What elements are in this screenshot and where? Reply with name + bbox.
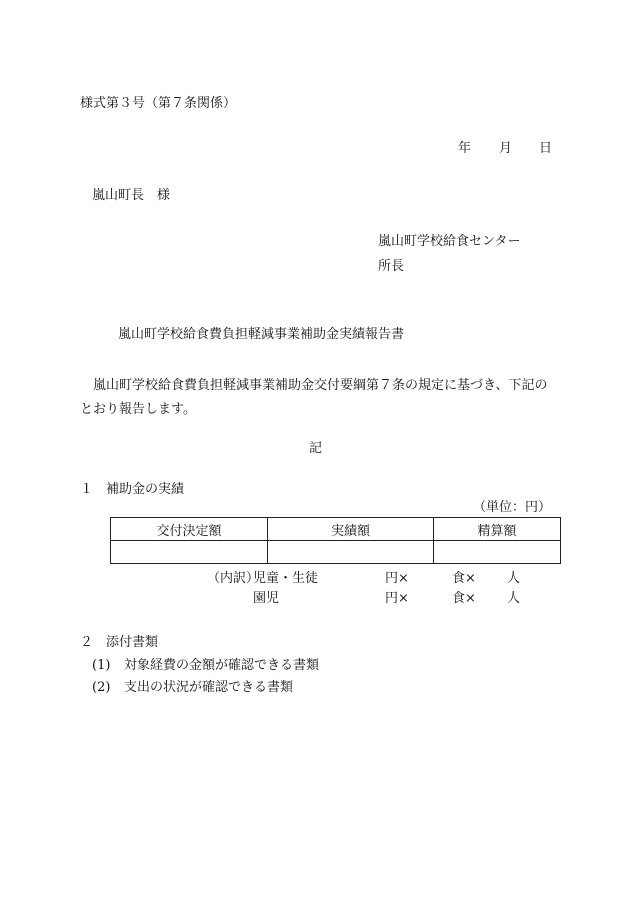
- date-month-label: 月: [499, 141, 513, 156]
- cell-grant-decision: [111, 541, 268, 564]
- table-row: [111, 541, 561, 564]
- date-day-label: 日: [539, 141, 553, 156]
- attachment-text: 支出の状況が確認できる書類: [124, 680, 294, 695]
- breakdown-label-kindergarten: 園児: [253, 591, 280, 606]
- attachment-text: 対象経費の金額が確認できる書類: [124, 658, 320, 673]
- header-actual: 実績額: [268, 518, 434, 541]
- section2-heading: ２ 添付書類: [80, 635, 159, 650]
- date-year-label: 年: [458, 141, 472, 156]
- header-grant-decision: 交付決定額: [111, 518, 268, 541]
- addressee: 嵐山町長 様: [92, 188, 171, 203]
- breakdown-labels: [253, 569, 318, 609]
- breakdown-meal: 食× 食×: [452, 571, 476, 606]
- body-paragraph: 嵐山町学校給食費負担軽減事業補助金交付要綱第７条の規定に基づき、下記のとおり報告します。: [80, 378, 548, 417]
- breakdown-yen: 円× 円×: [385, 571, 409, 606]
- attachment-number: (1): [92, 658, 111, 673]
- unit-note: （単位：円）: [473, 500, 552, 515]
- table-header-row: [111, 518, 561, 541]
- attachment-number: (2): [92, 680, 111, 695]
- document-title: 嵐山町学校給食費負担軽減事業補助金実績報告書: [118, 327, 405, 342]
- cell-settlement: [434, 541, 561, 564]
- sender-title: 所長: [378, 259, 405, 274]
- form-number: 様式第３号（第７条関係）: [80, 96, 237, 111]
- attachment-item: [92, 658, 319, 674]
- attachment-item: [92, 680, 293, 696]
- section1-heading: １ 補助金の実績: [80, 482, 185, 497]
- results-table: [110, 517, 561, 564]
- header-settlement: 精算額: [434, 518, 561, 541]
- ki-marker: 記: [309, 441, 323, 456]
- breakdown-prefix: （内訳）: [207, 571, 260, 586]
- cell-actual: [268, 541, 434, 564]
- breakdown-label-students: 児童・生徒: [253, 571, 319, 586]
- sender-organization: 嵐山町学校給食センター: [378, 234, 521, 249]
- breakdown-person: 人 人: [507, 571, 521, 606]
